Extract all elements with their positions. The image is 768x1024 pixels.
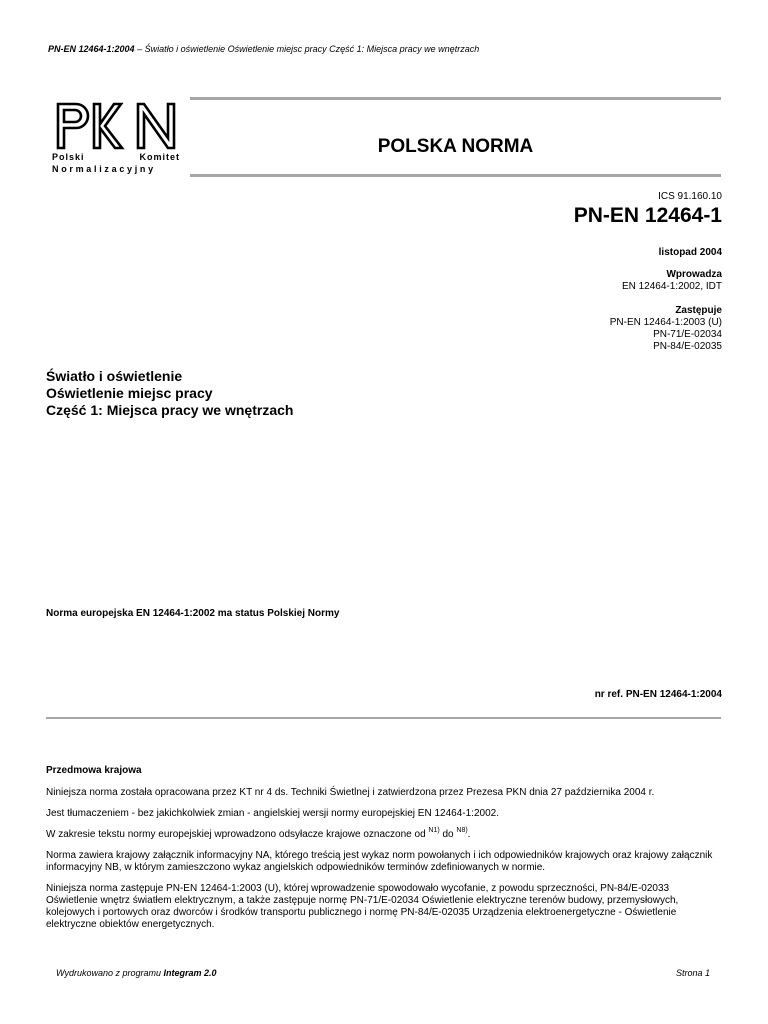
logo-word-polski: Polski <box>52 152 85 162</box>
logo-line1 <box>52 152 180 162</box>
logo-line2: Normalizacyjny <box>52 164 156 174</box>
footnote-ref-n8: N8) <box>456 827 468 834</box>
footer-printed-from <box>56 968 217 978</box>
foreword-p3-end: . <box>467 829 471 840</box>
foreword-p3-text: W zakresie tekstu normy europejskiej wprowadzono odsyłacze krajowe oznaczone od <box>46 829 429 840</box>
footer-page-number: Strona 1 <box>675 968 710 978</box>
foreword-paragraph-4: Norma zawiera krajowy załącznik informacyjny NA, którego treścią jest wykaz norm powołanych i ich odpowiedników krajowych oraz krajowy załącznik informacyjny NB, w którym zamieszczono wykaz angielskich odpowiedników terminów zdefiniowanych w normie. <box>46 850 713 873</box>
introduces-value: EN 12464-1:2002, IDT <box>621 281 722 292</box>
running-header-doc-id: PN-EN 12464-1:2004 <box>48 44 135 54</box>
replaces-item: PN-EN 12464-1:2003 (U) <box>609 317 722 328</box>
running-header-title: Światło i oświetlenie Oświetlenie miejsc pracy Część 1: Miejsca pracy we wnętrzach <box>144 44 480 54</box>
pkn-logo-mark <box>54 98 182 150</box>
running-header <box>48 44 479 54</box>
replaces-list <box>610 317 722 353</box>
standard-number: PN-EN 12464-1 <box>573 204 722 227</box>
replaces-label: Zastępuje <box>675 305 722 316</box>
pkn-logo <box>52 96 186 182</box>
replaces-item: PN-84/E-02035 <box>653 341 722 352</box>
footnote-ref-n1: N1) <box>428 827 440 834</box>
foreword-p3-mid: do <box>439 829 457 840</box>
norm-label: POLSKA NORMA <box>377 136 534 157</box>
footer-program-name: Integram 2.0 <box>163 968 217 978</box>
section-divider <box>46 717 721 719</box>
national-foreword <box>46 765 722 940</box>
running-header-separator: – <box>134 44 145 54</box>
document-title <box>46 368 293 419</box>
foreword-paragraph-1: Niniejsza norma została opracowana przez KT nr 4 ds. Techniki Świetlnej i zatwierdzona przez Prezesa PKN dnia 27 października 2004 r. <box>46 787 655 798</box>
publication-date: listopad 2004 <box>658 247 722 258</box>
replaces-item: PN-71/E-02034 <box>653 329 722 340</box>
ics-code: ICS 91.160.10 <box>658 191 722 202</box>
foreword-paragraph-5: Niniejsza norma zastępuje PN-EN 12464-1:2003 (U), której wprowadzenie spowodowało wycofanie, z powodu sprzeczności, PN-84/E-02033 Oświetlenie wnętrz światłem elektrycznym, a także zastępuje normę PN-71/E-02034 Oświetlenie elektryczne terenów budowy, przemysłowych, kolejowych i portowych oraz dworców i środków transportu publicznego i normę PN-84/E-02035 Urządzenia elektroenergetyczne - Oświetlenie elektryczne obiektów energetycznych. <box>46 883 679 930</box>
logo-word-komitet: Komitet <box>139 152 180 162</box>
introduces-label: Wprowadza <box>666 269 722 280</box>
foreword-heading: Przedmowa krajowa <box>46 765 142 776</box>
title-line-2: Oświetlenie miejsc pracy <box>46 385 213 401</box>
foreword-paragraph-2: Jest tłumaczeniem - bez jakichkolwiek zmian - angielskiej wersji normy europejskiej EN 12464-1:2002. <box>46 808 499 819</box>
reference-number: nr ref. PN-EN 12464-1:2004 <box>594 689 722 700</box>
status-statement: Norma europejska EN 12464-1:2002 ma status Polskiej Normy <box>46 608 340 619</box>
header-rule-bottom <box>190 174 721 177</box>
title-line-1: Światło i oświetlenie <box>46 368 183 384</box>
title-line-3: Część 1: Miejsca pracy we wnętrzach <box>46 402 294 418</box>
foreword-paragraph-3 <box>46 829 722 841</box>
header-rule-top <box>190 97 721 100</box>
footer-printed-prefix: Wydrukowano z programu <box>56 968 164 978</box>
